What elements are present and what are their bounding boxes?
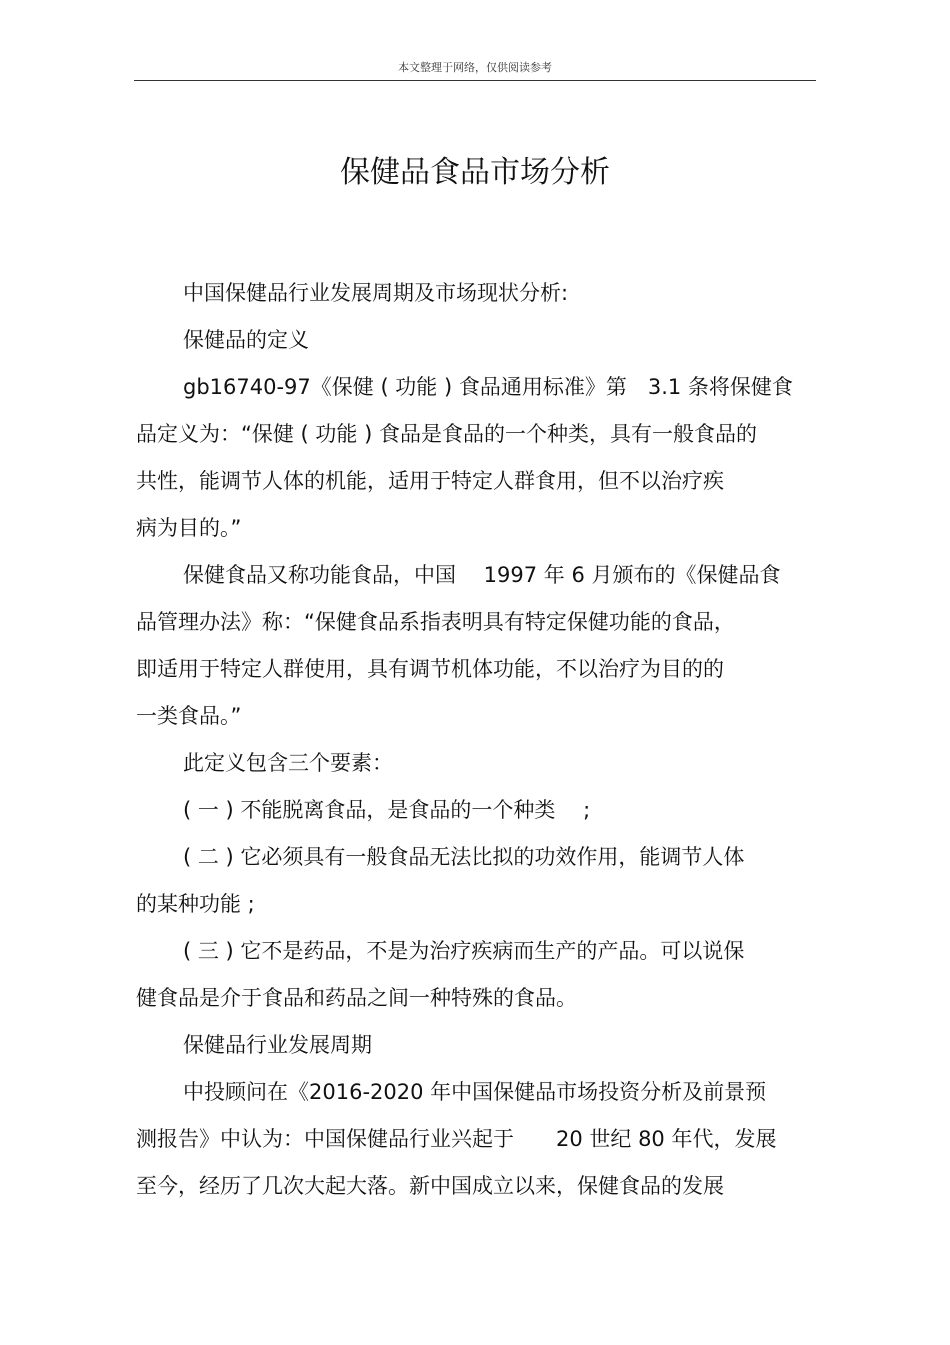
list-item-continuation: 的某种功能 ; [136,892,255,916]
list-item: ( 三 ) 它不是药品，不是为治疗疾病而生产的产品。可以说保 [183,939,745,963]
paragraph-line: 中投顾问在《2016-2020 年中国保健品市场投资分析及前景预 [183,1080,767,1104]
list-item-continuation: 健食品是介于食品和药品之间一种特殊的食品。 [136,986,577,1010]
paragraph-line: 测报告》中认为：中国保健品行业兴起于 20 世纪 80 年代，发展 [136,1127,777,1151]
paragraph-line: 一类食品。” [136,704,242,728]
paragraph-line: 至今，经历了几次大起大落。新中国成立以来，保健食品的发展 [136,1174,724,1198]
document-body [136,270,816,1210]
paragraph-line: 即适用于特定人群使用，具有调节机体功能，不以治疗为目的的 [136,657,724,681]
list-item: ( 二 ) 它必须具有一般食品无法比拟的功效作用，能调节人体 [183,845,745,869]
section-heading-definition: 保健品的定义 [183,328,309,352]
paragraph-line: 共性，能调节人体的机能，适用于特定人群食用，但不以治疗疾 [136,469,724,493]
list-item: ( 一 ) 不能脱离食品，是食品的一个种类 ; [183,798,591,822]
section-heading-cycle: 保健品行业发展周期 [183,1033,372,1057]
document-title: 保健品食品市场分析 [340,155,610,190]
header-note: 本文整理于网络，仅供阅读参考 [398,61,552,74]
paragraph-line: 品管理办法》称：“保健食品系指表明具有特定保健功能的食品， [136,610,735,634]
paragraph-line: 保健食品又称功能食品，中国 1997 年 6 月颁布的《保健品食 [183,563,781,587]
page-header [134,58,816,81]
section-heading-intro: 中国保健品行业发展周期及市场现状分析: [183,281,569,305]
paragraph-line: 病为目的。” [136,516,242,540]
paragraph-line: gb16740-97《保健 ( 功能 ) 食品通用标准》第 3.1 条将保健食 [183,375,793,399]
paragraph-line: 品定义为：“保健 ( 功能 ) 食品是食品的一个种类，具有一般食品的 [136,422,757,446]
paragraph-line: 此定义包含三个要素： [183,751,393,775]
